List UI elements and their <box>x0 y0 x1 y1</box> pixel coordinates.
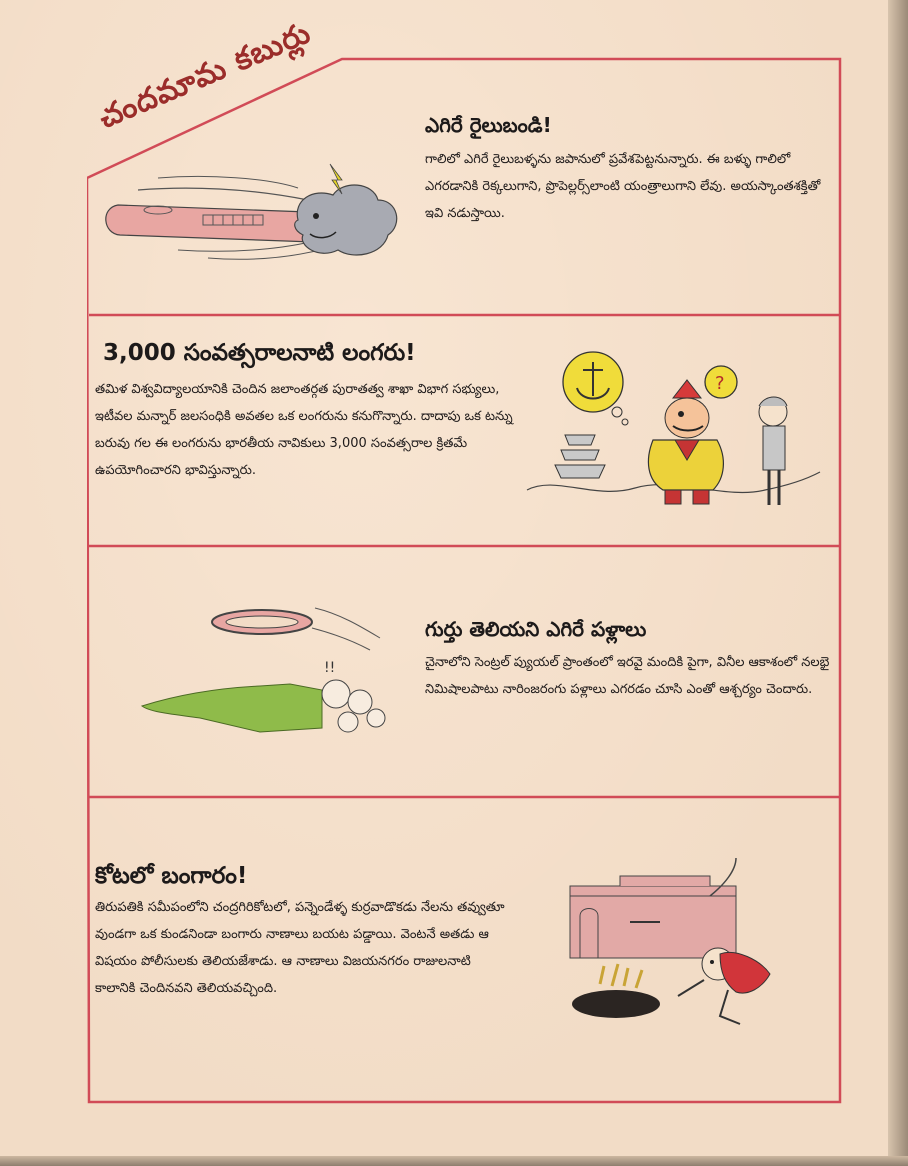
fort-gold-illustration <box>560 856 800 1041</box>
masthead-title: చందమామ కబుర్లు <box>93 15 316 136</box>
article-3-heading: గుర్తు తెలియని ఎగిరే పళ్లాలు <box>425 617 647 641</box>
article-3-body: చైనాలోని సెంట్రల్ ప్యుయల్ ప్రాంతంలో ఇరవై మందికి పైగా, వినీల ఆకాశంలో నలభై నిమిషాలపాటు నారింజరంగు పళ్లాలు ఎగరడం చూసి ఎంతో ఆశ్చర్యం చెందారు. <box>425 655 830 697</box>
flying-saucer-illustration <box>140 598 400 743</box>
article-2-body: తమిళ విశ్వవిద్యాలయానికి చెందిన జలాంతర్గత పురాతత్వ శాఖా విభాగ సభ్యులు, ఇటీవల మన్నార్ జలసంధికి అవతల ఒక లంగరును కనుగొన్నారు. దాదాపు ఒక టన్ను బరువు గల ఈ లంగరును భారతీయ నావికులు 3,000 సంవత్సరాల క్రితమే ఉపయోగించారని భావిస్తున్నారు. <box>95 382 513 478</box>
page-spine <box>888 0 908 1166</box>
article-4-body: తిరుపతికి సమీపంలోని చంద్రగిరికోటలో, పన్నెండేళ్ళ కుర్రవాడొకడు నేలను తవ్వుతూ వుండగా ఒక కుండనిండా బంగారు నాణాలు బయట పడ్డాయి. వెంటనే అతడు ఆ విషయం పోలీసులకు తెలియజేశాడు. ఆ నాణాలు విజయనగరం రాజులనాటి కాలానికి చెందినవని తెలియవచ్చింది. <box>95 900 505 996</box>
flying-train-illustration <box>98 150 408 270</box>
article-2-heading: 3,000 సంవత్సరాలనాటి లంగరు! <box>103 340 416 366</box>
masthead-logo <box>92 15 332 162</box>
svg-text:!!: !! <box>324 660 336 676</box>
article-1-body: గాలిలో ఎగిరే రైలుబళ్ళను జపానులో ప్రవేశపెట్టనున్నారు. ఈ బళ్ళు గాలిలో ఎగరడానికి రెక్కలుగాని, ప్రొపెల్లర్స్‌లాంటి యంత్రాలుగాని లేవు. అయస్కాంతశక్తితో ఇవి నడుస్తాయి. <box>425 152 821 221</box>
page-bottom-edge <box>0 1156 908 1166</box>
svg-text:?: ? <box>715 373 725 394</box>
article-4-heading: కోటలో బంగారం! <box>95 863 248 889</box>
article-1-heading: ఎగిరే రైలుబండి! <box>425 113 552 137</box>
anchor-illustration <box>525 340 825 525</box>
